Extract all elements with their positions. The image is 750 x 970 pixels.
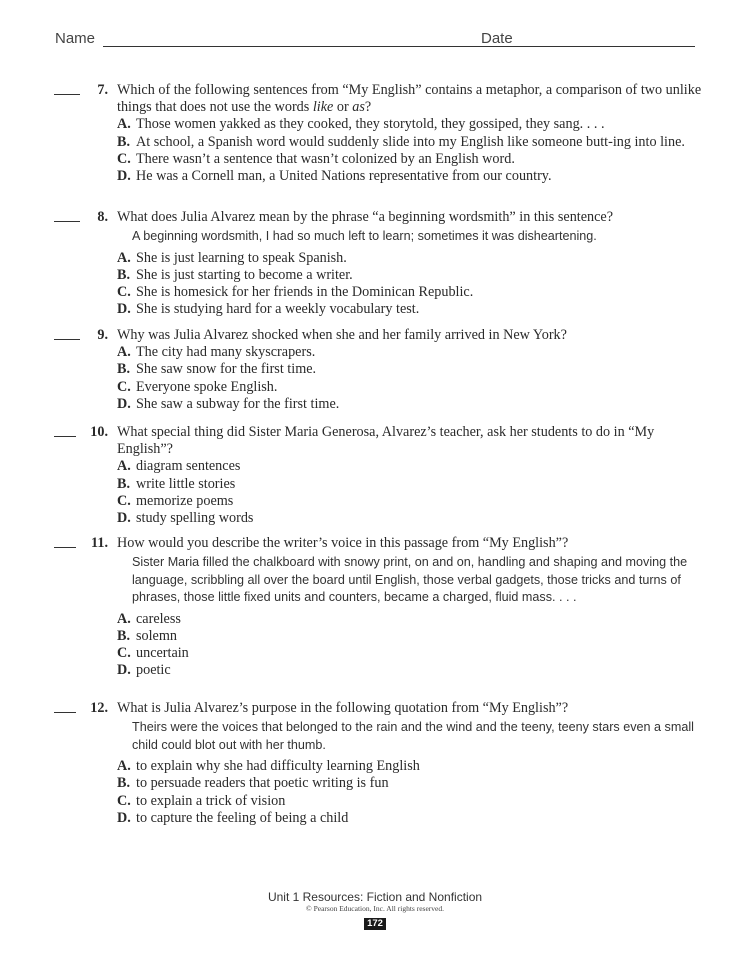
choice-list (117, 116, 702, 185)
choice-letter: C. (117, 645, 131, 662)
choice-letter: D. (117, 168, 131, 185)
choice-text: She saw a subway for the first time. (136, 395, 340, 412)
question-number: 12. (90, 700, 108, 716)
choice-a (117, 758, 702, 775)
quoted-passage: A beginning wordsmith, I had so much left to learn; sometimes it was disheartening. (132, 229, 597, 244)
choice-text: memorize poems (136, 492, 234, 509)
choice-c (117, 379, 702, 396)
answer-blank[interactable] (54, 712, 76, 713)
choice-text: Those women yakked as they cooked, they storytold, they gossiped, they sang. . . . (136, 116, 605, 133)
question-stem (117, 82, 702, 116)
choice-letter: B. (117, 361, 131, 378)
question-number: 7. (97, 82, 108, 98)
choice-text: She is homesick for her friends in the Dominican Republic. (136, 284, 474, 301)
question-stem: What does Julia Alvarez mean by the phrase “a beginning wordsmith” in this sentence? (117, 209, 614, 225)
choice-text: She is just learning to speak Spanish. (136, 249, 347, 266)
choice-list (117, 458, 702, 527)
question-number: 9. (97, 327, 108, 343)
choice-text: to capture the feeling of being a child (136, 809, 349, 826)
date-label: Date (481, 30, 513, 47)
choice-b (117, 134, 702, 151)
choice-list (117, 250, 702, 319)
choice-list (117, 758, 702, 827)
date-field[interactable] (518, 46, 695, 47)
choice-letter: B. (117, 475, 131, 492)
question-number: 10. (90, 424, 108, 440)
choice-letter: C. (117, 284, 131, 301)
name-label: Name (55, 30, 96, 47)
stem-italic: like (312, 99, 334, 116)
choice-d (117, 662, 702, 679)
question-8 (52, 209, 702, 319)
choice-text: careless (136, 610, 181, 627)
choice-list (117, 611, 702, 680)
choice-letter: B. (117, 627, 131, 644)
choice-text: study spelling words (136, 510, 254, 527)
page-number: 172 (364, 918, 386, 930)
choice-text: There wasn’t a sentence that wasn’t colonized by an English word. (136, 150, 515, 167)
choice-d (117, 168, 702, 185)
choice-c (117, 284, 702, 301)
choice-letter: C. (117, 792, 131, 809)
choice-a (117, 116, 702, 133)
choice-letter: A. (117, 458, 131, 475)
choice-list (117, 344, 702, 413)
answer-blank[interactable] (54, 436, 76, 437)
choice-b (117, 361, 702, 378)
choice-text: uncertain (136, 645, 189, 662)
choice-b (117, 775, 702, 792)
answer-blank[interactable] (54, 94, 80, 95)
choice-letter: A. (117, 344, 131, 361)
question-number: 8. (97, 209, 108, 225)
choice-c (117, 493, 702, 510)
question-11 (52, 535, 702, 680)
choice-a (117, 344, 702, 361)
choice-letter: A. (117, 249, 131, 266)
choice-letter: D. (117, 395, 131, 412)
choice-text: solemn (136, 627, 177, 644)
choice-text: to explain a trick of vision (136, 792, 286, 809)
question-9 (52, 327, 702, 413)
answer-blank[interactable] (54, 339, 80, 340)
choice-text: diagram sentences (136, 458, 241, 475)
choice-letter: D. (117, 662, 131, 679)
choice-letter: A. (117, 116, 131, 133)
choice-c (117, 645, 702, 662)
answer-blank[interactable] (54, 547, 76, 548)
choice-letter: D. (117, 510, 131, 527)
choice-text: Everyone spoke English. (136, 378, 278, 395)
choice-text: to explain why she had difficulty learning English (136, 758, 420, 775)
choice-text: She saw snow for the first time. (136, 361, 317, 378)
stem-text: ? (364, 99, 372, 116)
choice-d (117, 396, 702, 413)
choice-b (117, 476, 702, 493)
worksheet-header (55, 28, 695, 50)
question-10 (52, 424, 702, 527)
choice-a (117, 611, 702, 628)
choice-b (117, 628, 702, 645)
question-7 (52, 82, 702, 185)
choice-c (117, 793, 702, 810)
choice-text: At school, a Spanish word would suddenly slide into my English like someone butt-ing into line. (136, 133, 685, 150)
choice-letter: C. (117, 378, 131, 395)
choice-text: write little stories (136, 475, 236, 492)
page-footer (0, 891, 750, 931)
choice-letter: B. (117, 775, 131, 792)
question-12 (52, 700, 702, 827)
choice-b (117, 267, 702, 284)
choice-letter: C. (117, 492, 131, 509)
question-stem: Why was Julia Alvarez shocked when she and her family arrived in New York? (117, 327, 567, 343)
choice-letter: A. (117, 610, 131, 627)
choice-letter: B. (117, 266, 131, 283)
stem-text: Which of the following sentences from “My English” contains a metaphor, a comparison of two unlike things that does not use the words (117, 82, 702, 116)
choice-a (117, 250, 702, 267)
stem-text: or (333, 99, 353, 116)
question-stem: What is Julia Alvarez’s purpose in the following quotation from “My English”? (117, 700, 569, 716)
unit-title: Unit 1 Resources: Fiction and Nonfiction (267, 890, 483, 904)
choice-letter: C. (117, 150, 131, 167)
question-stem: What special thing did Sister Maria Generosa, Alvarez’s teacher, ask her students to do in “My English”? (117, 424, 655, 458)
choice-letter: A. (117, 758, 131, 775)
choice-text: The city had many skyscrapers. (136, 344, 316, 361)
choice-text: She is studying hard for a weekly vocabulary test. (136, 301, 420, 318)
choice-d (117, 810, 702, 827)
name-field[interactable] (103, 46, 526, 47)
choice-text: She is just starting to become a writer. (136, 266, 353, 283)
choice-letter: D. (117, 809, 131, 826)
choice-letter: D. (117, 301, 131, 318)
answer-blank[interactable] (54, 221, 80, 222)
question-number: 11. (91, 535, 108, 551)
quoted-passage: Theirs were the voices that belonged to the rain and the wind and the teeny, teeny stars even a small child could blot out with her thumb. (132, 720, 694, 752)
choice-d (117, 510, 702, 527)
choice-text: poetic (136, 662, 171, 679)
stem-italic: as (352, 99, 365, 116)
choice-d (117, 301, 702, 318)
question-stem: How would you describe the writer’s voice in this passage from “My English”? (117, 535, 569, 551)
choice-letter: B. (117, 133, 131, 150)
choice-text: to persuade readers that poetic writing is fun (136, 775, 389, 792)
choice-a (117, 458, 702, 475)
quoted-passage: Sister Maria filled the chalkboard with snowy print, on and on, handling and shaping and moving the language, scribbling all over the board until English, those verbal gadgets, those tricks and turns of phrases, those little fixed units and counters, became a charged, fluid mass. . . . (132, 555, 688, 605)
choice-text: He was a Cornell man, a United Nations representative from our country. (136, 168, 552, 185)
choice-c (117, 151, 702, 168)
copyright-notice: © Pearson Education, Inc. All rights reserved. (306, 904, 444, 913)
